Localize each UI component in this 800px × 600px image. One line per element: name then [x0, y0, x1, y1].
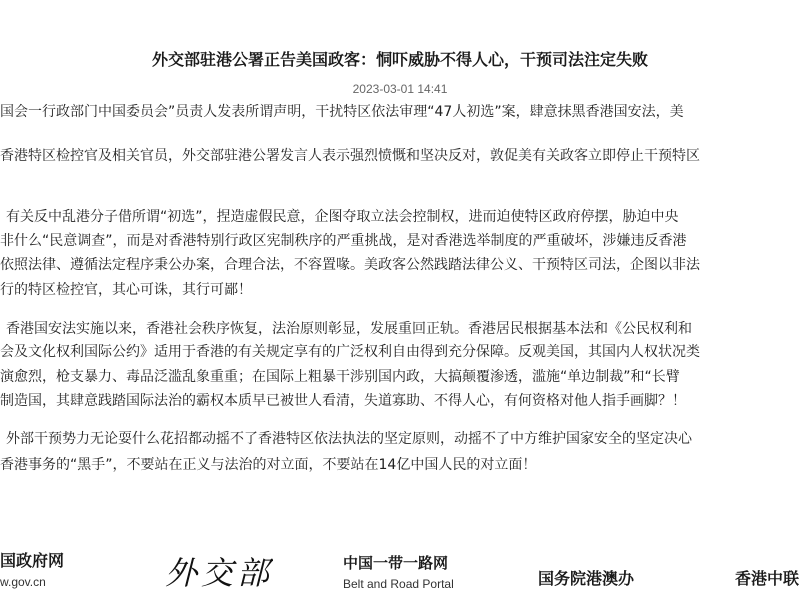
publish-time: 2023-03-01 14:41 [352, 82, 448, 96]
paragraph-line: 制造国，其肆意践踏国际法治的霸权本质早已被世人看清，失道寡助、不得人心，有何资格对他人指手画脚？！ [0, 393, 686, 409]
paragraph-line: 香港特区检控官及相关官员，外交部驻港公署发言人表示强烈愤慨和坚决反对，敦促美有关政客立即停止干预特区 [0, 148, 700, 164]
paragraph-line: 非什么“民意调查”，而是对香港特别行政区宪制秩序的严重挑战，是对香港选举制度的严重破坏，涉嫌违反香港 [0, 233, 687, 249]
belt-road-english: Belt and Road Portal [343, 577, 454, 591]
paragraph-line: 演愈烈，枪支暴力、毒品泛滥乱象重重；在国际上粗暴干涉别国内政，大搞颠覆渗透，滥施“单边制裁”和“长臂 [0, 369, 680, 385]
belt-road-link[interactable] [343, 552, 503, 591]
belt-road-name: 中国一带一路网 [343, 554, 449, 572]
paragraph-line: 行的特区检控官，其心可诛，其行可鄙！ [0, 282, 252, 298]
footer-links [0, 548, 800, 600]
mfa-calligraphy-logo [163, 548, 273, 598]
paragraph-line: 国会一行政部门中国委员会”员责人发表所谓声明，干扰特区依法审理“47人初选”案，肆意抹黑香港国安法，美 [0, 104, 684, 120]
gov-portal-link[interactable] [0, 548, 140, 589]
mfa-logo-text: 外交部 [165, 554, 273, 592]
paragraph-line: 有关反中乱港分子借所谓“初选”，捏造虚假民意，企图夺取立法会控制权，进而迫使特区政府停摆，胁迫中央 [6, 209, 679, 225]
paragraph-line: 香港事务的“黑手”，不要站在正义与法治的对立面，不要站在14亿中国人民的对立面！ [0, 457, 537, 473]
gov-portal-url: w.gov.cn [0, 575, 46, 589]
paragraph-line: 外部干预势力无论耍什么花招都动摇不了香港特区依法执法的坚定原则，动摇不了中方维护国家安全的坚定决心 [6, 431, 692, 447]
mfa-logo-link[interactable] [163, 548, 273, 598]
gov-portal-name: 国政府网 [0, 551, 65, 570]
paragraph-line: 依照法律、遵循法定程序秉公办案，合理合法，不容置喙。美政客公然践踏法律公义、干预特区司法，企图以非法 [0, 257, 700, 273]
page-title: 外交部驻港公署正告美国政客：恫吓威胁不得人心，干预司法注定失败 [151, 50, 648, 69]
hk-liaison-link[interactable]: 香港中联 [735, 569, 800, 588]
paragraph-line: 会及文化权利国际公约》适用于香港的有关规定享有的广泛权利自由得到充分保障。反观美国，其国内人权状况类 [0, 344, 700, 360]
hkmao-link[interactable]: 国务院港澳办 [538, 569, 635, 588]
paragraph-line: 香港国安法实施以来，香港社会秩序恢复，法治原则彰显，发展重回正轨。香港居民根据基本法和《公民权利和 [6, 321, 692, 337]
